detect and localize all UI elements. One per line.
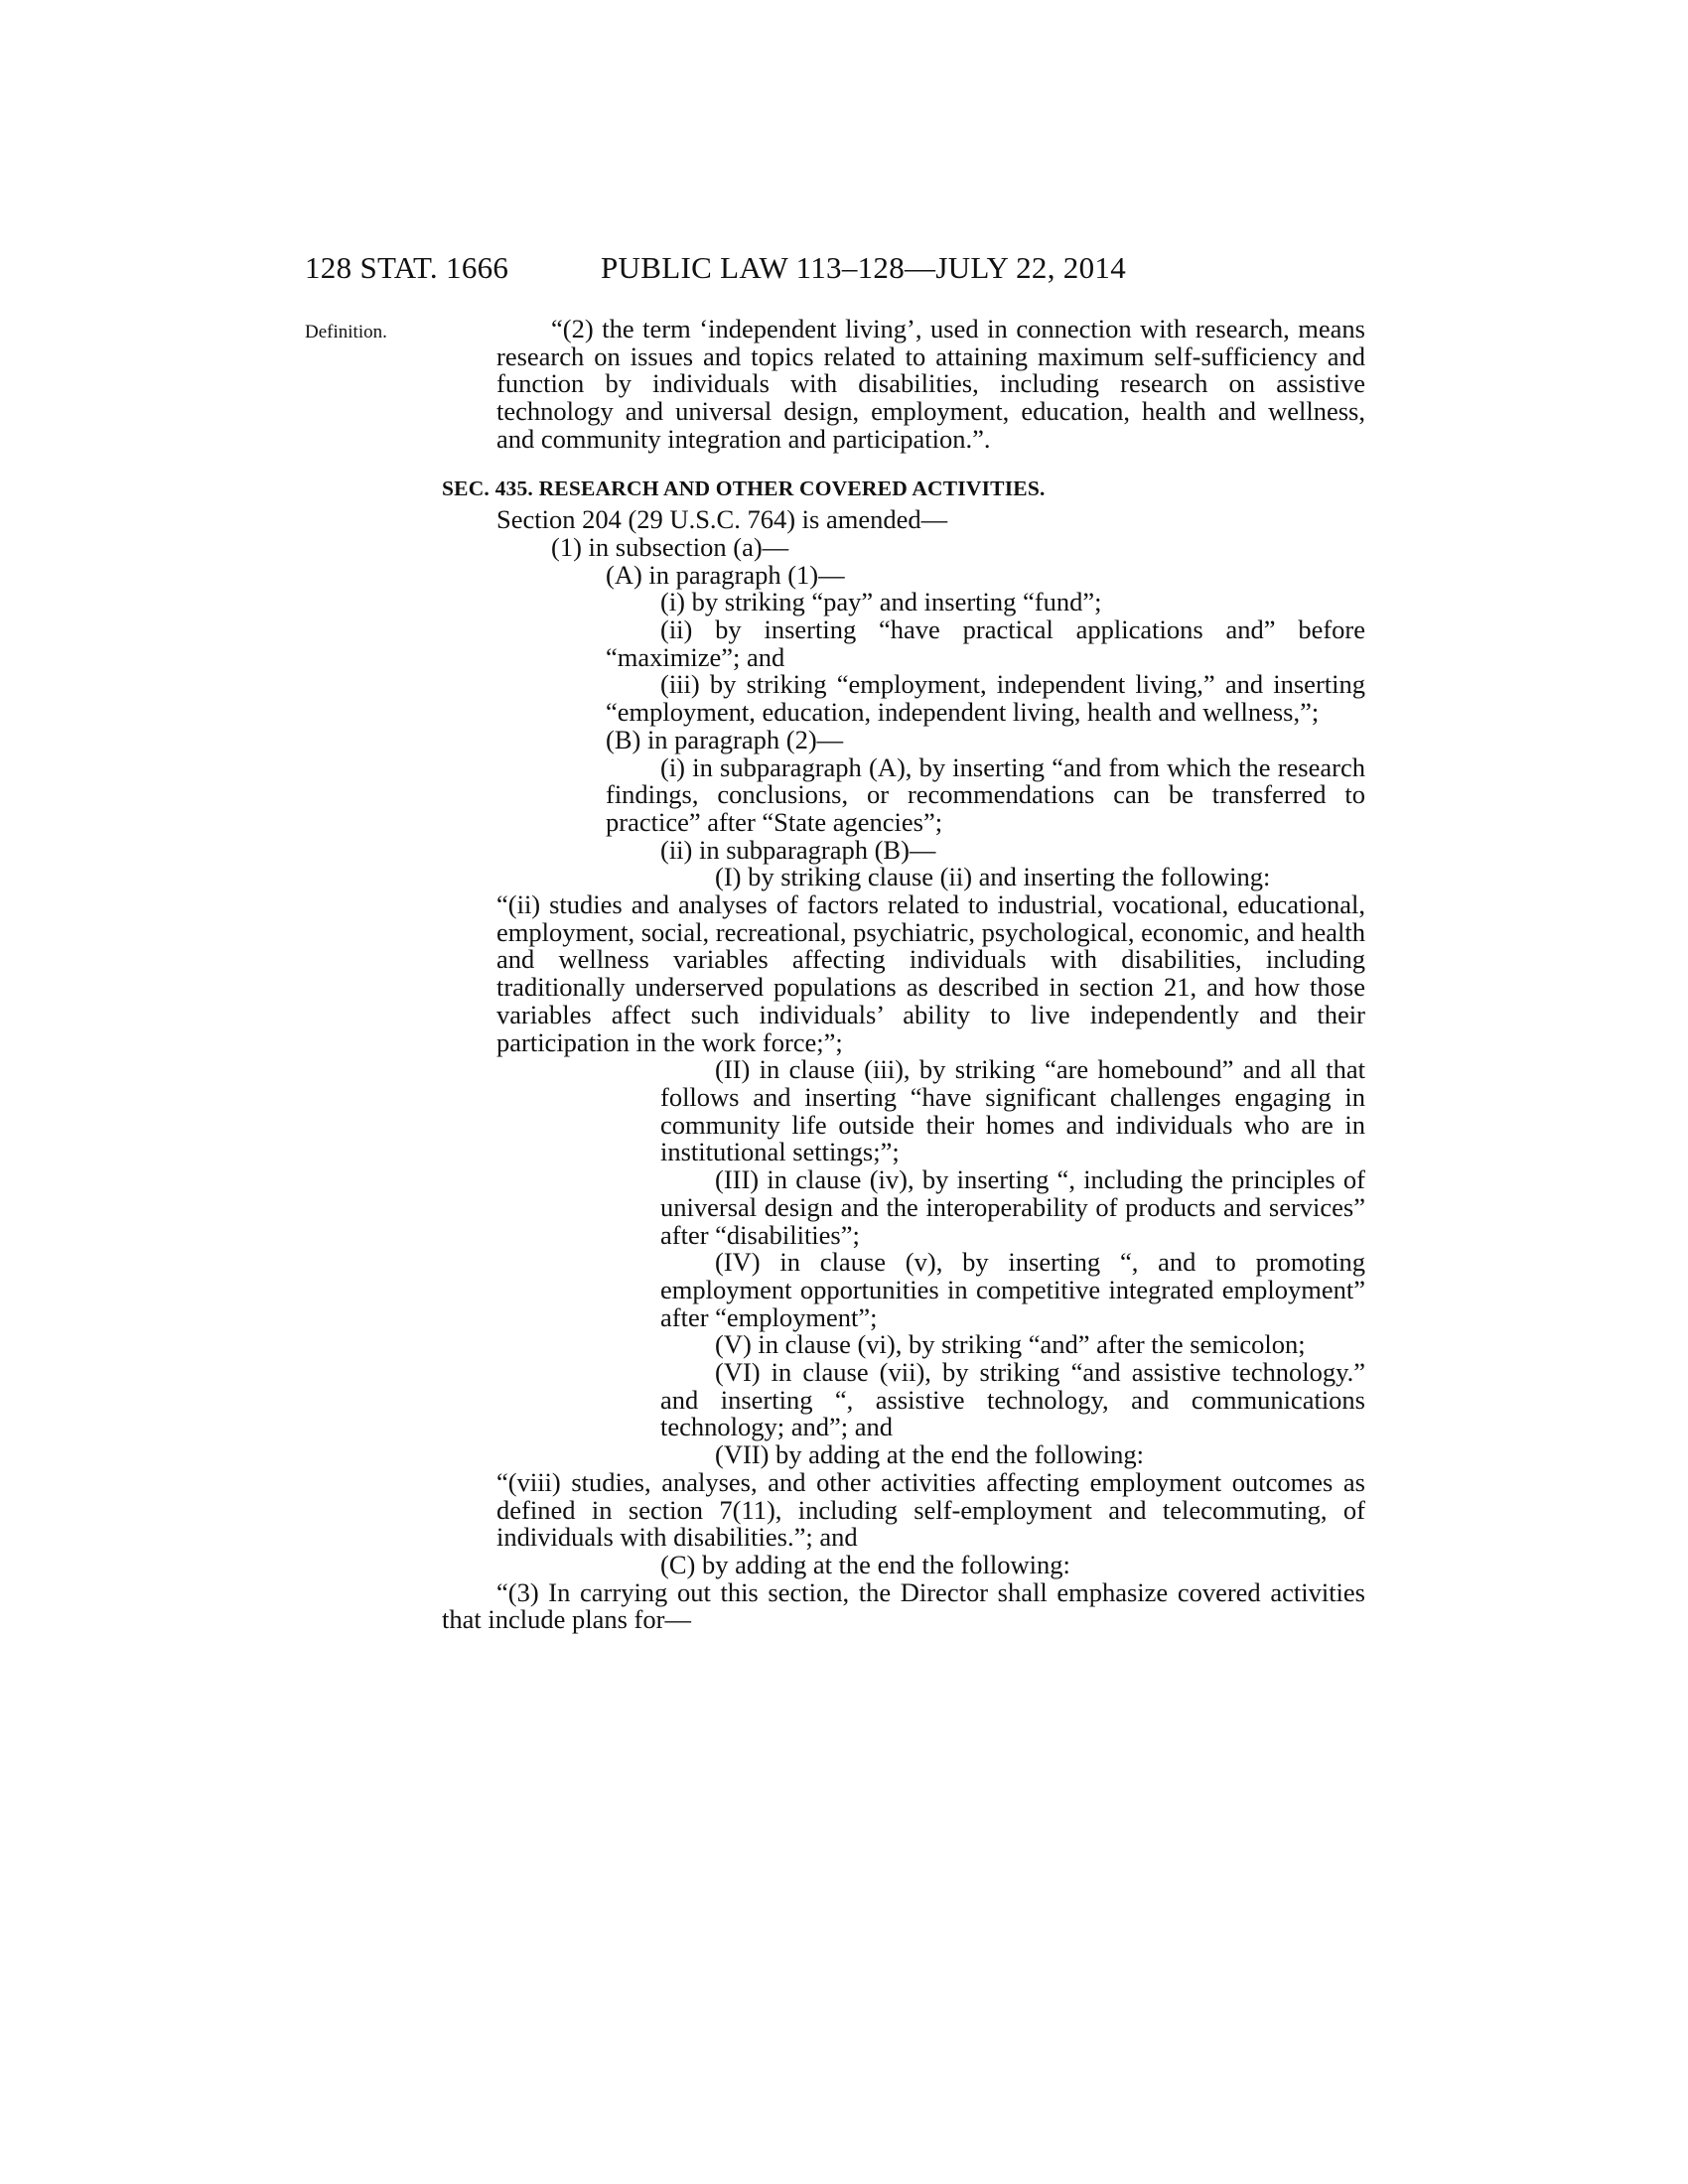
section-heading: SEC. 435. RESEARCH AND OTHER COVERED ACTIVITIES.: [442, 476, 1046, 500]
inserted-paragraph-3: “(3) In carrying out this section, the Director shall emphasize covered activities that include plans for—: [442, 1576, 1365, 1635]
subclause-V: (V) in clause (vi), by striking “and” after the semicolon;: [715, 1329, 1306, 1360]
definition-paragraph: “(2) the term ‘independent living’, used in connection with research, means research on issues and topics related to attaining maximum self-sufficiency and function by individuals with disabilities, including research on assistive technology and universal design, employment, education, health and wellness, and community integration and participation.”.: [496, 314, 1365, 454]
law-title: PUBLIC LAW 113–128—JULY 22, 2014: [601, 250, 1127, 285]
clause-B-ii: (ii) in subparagraph (B)—: [660, 834, 936, 865]
subclause-I: (I) by striking clause (ii) and inserting the following:: [715, 862, 1271, 892]
inserted-clause-ii: “(ii) studies and analyses of factors related to industrial, vocational, educational, employment, social, recreational, psychiatric, psychological, economic, and health and wellness variables affecting individuals with disabilities, including traditionally underserved populations as described in section 21, and how those variables affect such individuals’ ability to live independently and their participation in the work force;”;: [496, 889, 1365, 1057]
subclause-VII: (VII) by adding at the end the following:: [715, 1439, 1144, 1470]
subclause-II: (II) in clause (iii), by striking “are homebound” and all that follows and inserting “have significant challenges engaging in community life outside their homes and individuals who are in institutional settings;”;: [660, 1054, 1365, 1167]
clause-A-ii: (ii) by inserting “have practical applications and” before “maximize”; and: [606, 614, 1365, 672]
paragraph-B: (B) in paragraph (2)—: [606, 724, 844, 754]
margin-note-definition: Definition.: [305, 322, 387, 342]
amendment-intro: Section 204 (29 U.S.C. 764) is amended—: [496, 504, 948, 535]
stat-reference: 128 STAT. 1666: [305, 250, 509, 285]
subclause-III: (III) in clause (iv), by inserting “, including the principles of universal design and the interoperability of products and services” after “disabilities”;: [660, 1164, 1365, 1250]
subsection-a: (1) in subsection (a)—: [551, 531, 789, 562]
body-text: [442, 314, 1365, 1635]
subclause-VI: (VI) in clause (vii), by striking “and assistive technology.” and inserting “, assistive technology, and communications technology; and”; and: [660, 1357, 1365, 1442]
clause-B-i: (i) in subparagraph (A), by inserting “and from which the research findings, conclusions, or recommendations can be transferred to practice” after “State agencies”;: [606, 751, 1365, 837]
paragraph-C: (C) by adding at the end the following:: [660, 1549, 1070, 1579]
clause-A-i: (i) by striking “pay” and inserting “fund”;: [660, 587, 1102, 617]
paragraph-A: (A) in paragraph (1)—: [606, 559, 845, 590]
clause-A-iii: (iii) by striking “employment, independent living,” and inserting “employment, education, independent living, health and wellness,”;: [606, 669, 1365, 728]
inserted-clause-viii: “(viii) studies, analyses, and other activities affecting employment outcomes as defined in section 7(11), including self-employment and telecommuting, of individuals with disabilities.”; and: [496, 1466, 1365, 1553]
subclause-IV: (IV) in clause (v), by inserting “, and to promoting employment opportunities in competitive integrated employment” after “employment”;: [660, 1247, 1365, 1332]
